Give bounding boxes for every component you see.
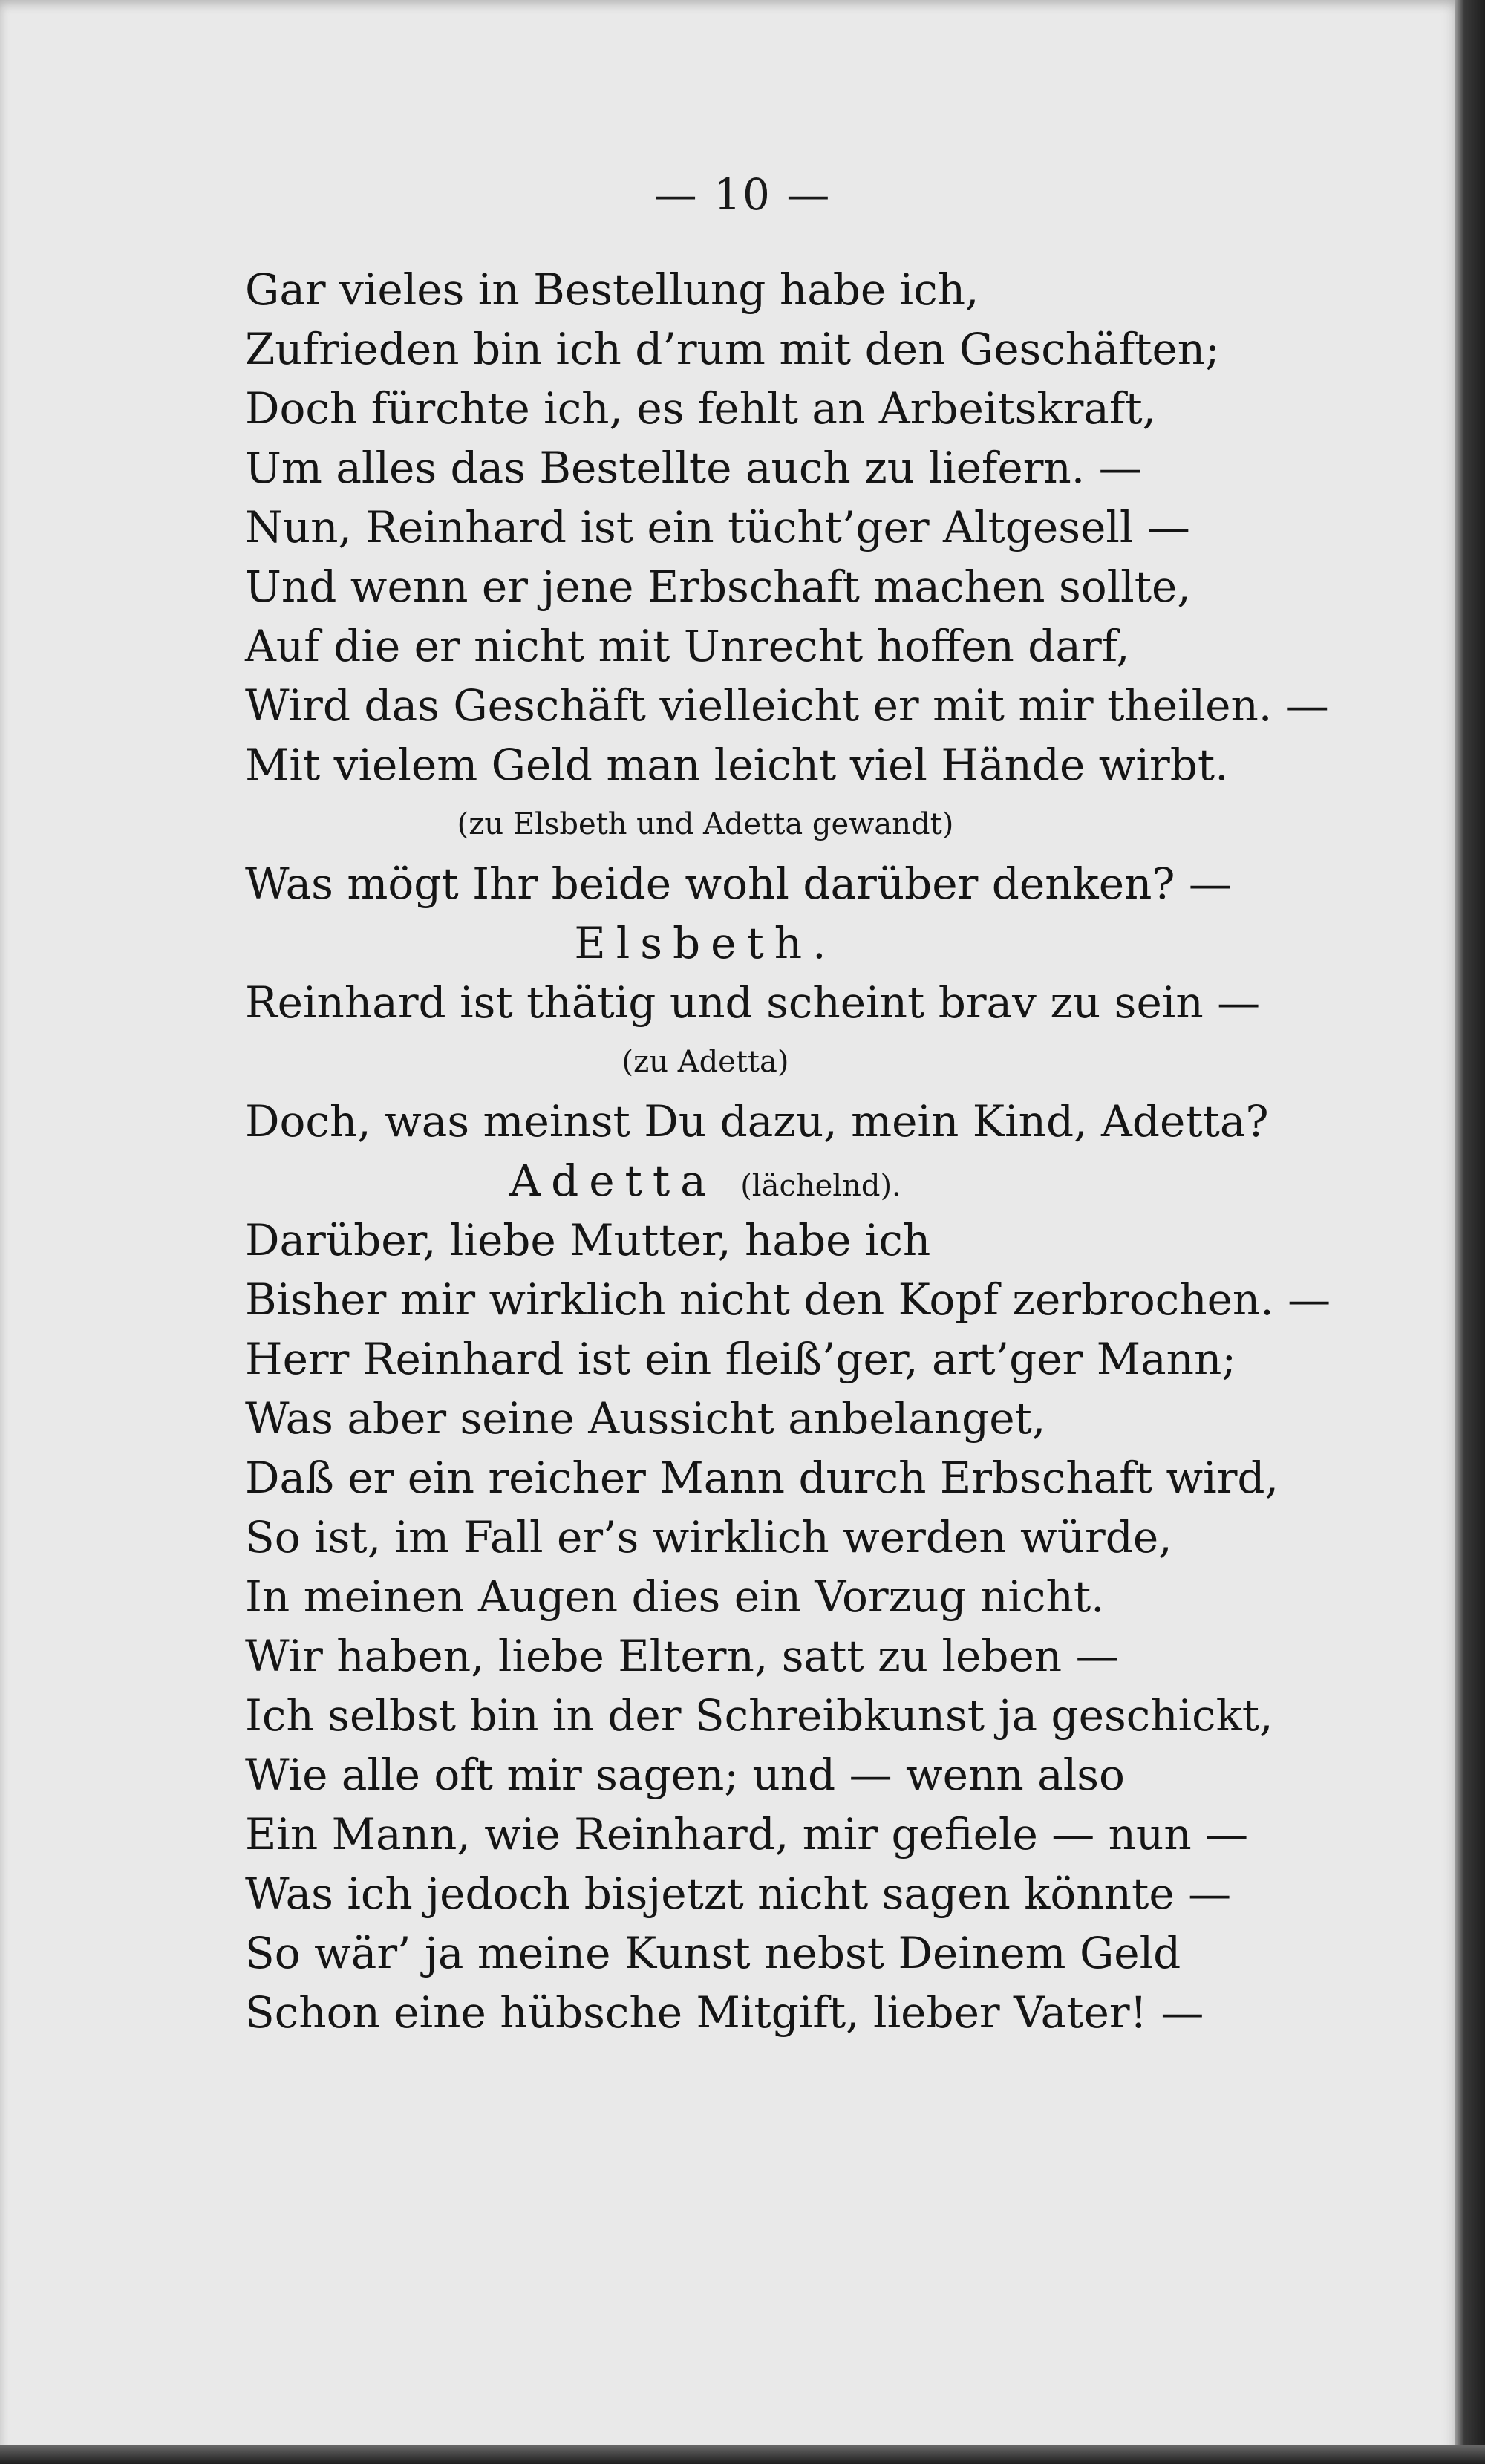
verse-line: Ein Mann, wie Reinhard, mir gefiele — nun —: [245, 1809, 1249, 1860]
stage-direction: (zu Elsbeth und Adetta gewandt): [457, 807, 954, 841]
verse-line: Wird das Geschäft vielleicht er mit mir theilen. —: [245, 680, 1329, 731]
verse-line: Um alles das Bestellte auch zu liefern. —: [245, 443, 1142, 493]
verse-line: Was ich jedoch bisjetzt nicht sagen könnte —: [245, 1868, 1232, 1919]
verse-line: Doch, was meinst Du dazu, mein Kind, Adetta?: [245, 1096, 1269, 1147]
verse-line: Mit vielem Geld man leicht viel Hände wirbt.: [245, 740, 1229, 790]
verse-line: Daß er ein reicher Mann durch Erbschaft wird,: [245, 1453, 1279, 1503]
verse-line: Bisher mir wirklich nicht den Kopf zerbrochen. —: [245, 1274, 1331, 1325]
verse-line: Auf die er nicht mit Unrecht hoffen darf,: [245, 621, 1130, 671]
verse-line: So wär’ ja meine Kunst nebst Deinem Geld: [245, 1928, 1181, 1978]
verse-line: Doch fürchte ich, es fehlt an Arbeitskraft,: [245, 383, 1157, 434]
verse-line: Und wenn er jene Erbschaft machen sollte,: [245, 561, 1191, 612]
verse-text: [245, 260, 1331, 2042]
verse-line: Nun, Reinhard ist ein tücht’ger Altgesell —: [245, 502, 1190, 553]
speaker-heading: [245, 1151, 1299, 1210]
verse-line: Wir haben, liebe Eltern, satt zu leben —: [245, 1631, 1119, 1681]
speaker-name: Elsbeth.: [574, 918, 837, 968]
verse-line: Gar vieles in Bestellung habe ich,: [245, 264, 979, 315]
verse-line: Ich selbst bin in der Schreibkunst ja geschickt,: [245, 1690, 1273, 1741]
verse-line: Wie alle oft mir sagen; und — wenn also: [245, 1750, 1125, 1800]
page-bottom-shadow: [0, 2445, 1485, 2464]
verse-line: Was aber seine Aussicht anbelanget,: [245, 1393, 1046, 1444]
verse-line: Schon eine hübsche Mitgift, lieber Vater! —: [245, 1987, 1204, 2038]
verse-line: In meinen Augen dies ein Vorzug nicht.: [245, 1571, 1105, 1622]
verse-line: So ist, im Fall er’s wirklich werden würde,: [245, 1512, 1172, 1562]
verse-line: Was mögt Ihr beide wohl darüber denken? —: [245, 858, 1232, 909]
speaker-name: Adetta: [509, 1156, 717, 1206]
page-edge-shadow: [1455, 0, 1485, 2464]
verse-line: Zufrieden bin ich d’rum mit den Geschäften;: [245, 324, 1220, 374]
verse-line: Reinhard ist thätig und scheint brav zu sein —: [245, 977, 1261, 1028]
verse-line: Herr Reinhard ist ein fleiß’ger, art’ger Mann;: [245, 1334, 1236, 1384]
stage-direction: (zu Adetta): [621, 1045, 789, 1079]
page-number: — 10 —: [653, 169, 832, 220]
stage-direction: (lächelnd).: [740, 1169, 901, 1203]
verse-line: Darüber, liebe Mutter, habe ich: [245, 1215, 931, 1265]
